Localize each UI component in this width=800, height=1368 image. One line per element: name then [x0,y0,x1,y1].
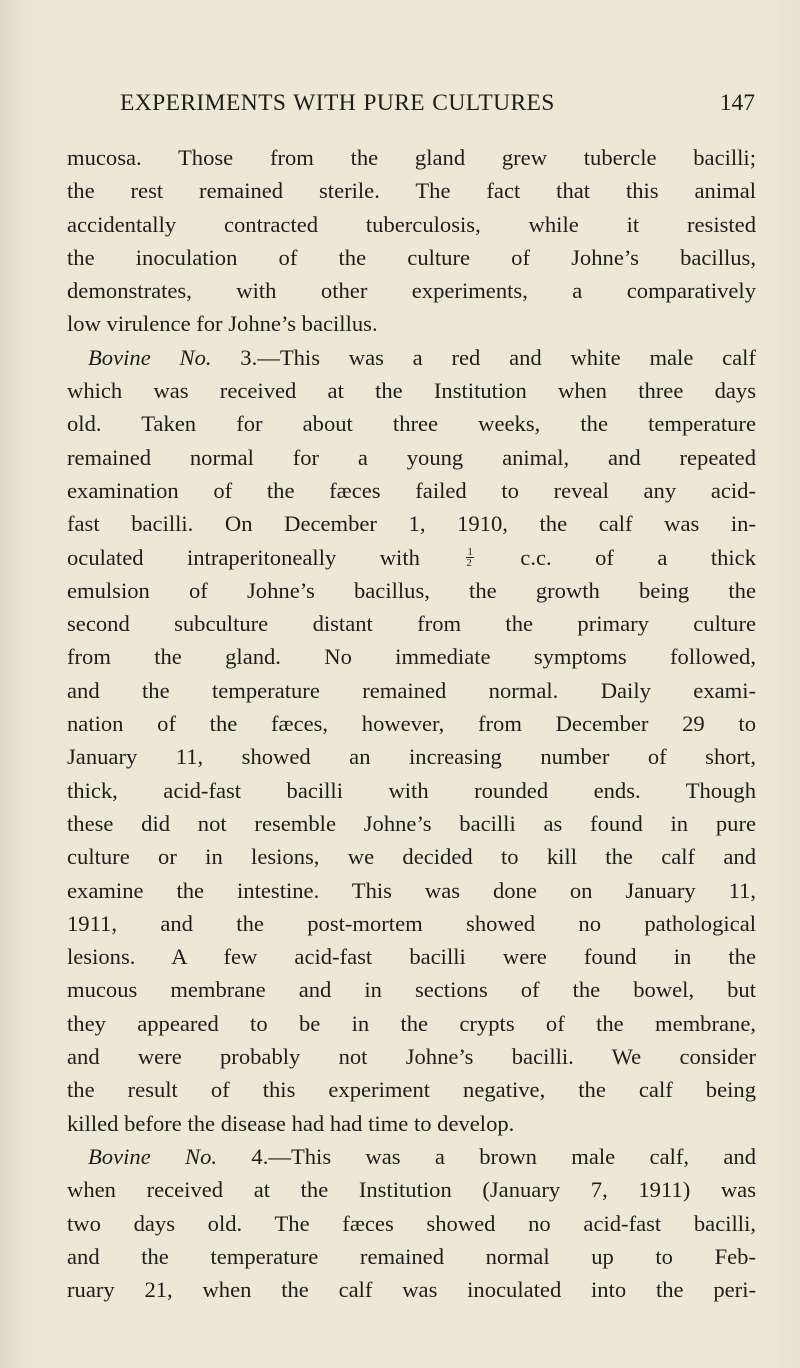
text-line: killed before the disease had had time to develop. [67,1110,515,1136]
text-line: demonstrates, with other experiments, a comparatively [67,278,756,304]
page-number: 147 [719,90,755,116]
text-line: when received at the Institution (January 7, 1911) was [67,1177,756,1203]
text-line: mucous membrane and in sections of the bowel, but [67,977,756,1003]
text-line: second subculture distant from the primary culture [67,611,756,637]
text-line: mucosa. Those from the gland grew tubercle bacilli; [67,145,756,170]
text-line: they appeared to be in the crypts of the membrane, [67,1010,756,1036]
text-line: low virulence for Johne’s bacillus. [67,311,378,337]
text-line: examination of the fæces failed to reveal any acid- [67,477,756,503]
text-line: remained normal for a young animal, and repeated [67,444,756,470]
running-header [67,90,756,132]
text-line: nation of the fæces, however, from December 29 to [67,711,756,737]
text-line: the result of this experiment negative, the calf being [67,1077,756,1103]
text-line: and the temperature remained normal up to Feb- [67,1243,756,1269]
text-line: from the gland. No immediate symptoms followed, [67,644,756,670]
text-line: thick, acid-fast bacilli with rounded ends. Though [67,777,756,803]
section-heading: Bovine No. [88,1143,218,1169]
text-line: the rest remained sterile. The fact that this animal [67,178,756,204]
section-bovine-4-start [67,1140,756,1173]
text-line: two days old. The fæces showed no acid-fast bacilli, [67,1210,756,1236]
text-line: the inoculation of the culture of Johne’s bacillus, [67,244,756,270]
fraction-numerator: 1 [467,545,473,558]
text-line: lesions. A few acid-fast bacilli were found in the [67,944,756,970]
text-line: fast bacilli. On December 1, 1910, the calf was in- [67,511,756,537]
section-bovine-3-start [67,341,756,374]
running-title: EXPERIMENTS WITH PURE CULTURES [120,90,555,116]
body-text [67,141,756,1306]
text-line: and were probably not Johne’s bacilli. We consider [67,1044,756,1070]
text-line-with-fraction [67,541,756,574]
section-heading: Bovine No. [88,344,212,370]
text-line: culture or in lesions, we decided to kill the calf and [67,844,756,870]
text-line: these did not resemble Johne’s bacilli as found in pure [67,810,756,836]
text-line: examine the intestine. This was done on January 11, [67,877,756,903]
text-line: 1911, and the post-mortem showed no pathological [67,910,756,936]
fraction [466,547,474,568]
fraction-denominator: 2 [466,556,472,569]
text-line: ruary 21, when the calf was inoculated into the peri- [67,1277,756,1303]
text-line: which was received at the Institution when three days [67,378,756,404]
text-line: emulsion of Johne’s bacillus, the growth being the [67,577,756,603]
text-span: 3.—This was a red and white male calf [211,344,756,370]
text-line: accidentally contracted tuberculosis, while it resisted [67,211,756,237]
text-line: and the temperature remained normal. Daily exami- [67,677,756,703]
text-span: oculated intraperitoneally with [67,544,464,570]
text-line: old. Taken for about three weeks, the temperature [67,411,756,437]
text-line: January 11, showed an increasing number of short, [67,744,756,770]
text-span: c.c. of a thick [476,544,756,570]
text-span: 4.—This was a brown male calf, and [217,1143,756,1169]
